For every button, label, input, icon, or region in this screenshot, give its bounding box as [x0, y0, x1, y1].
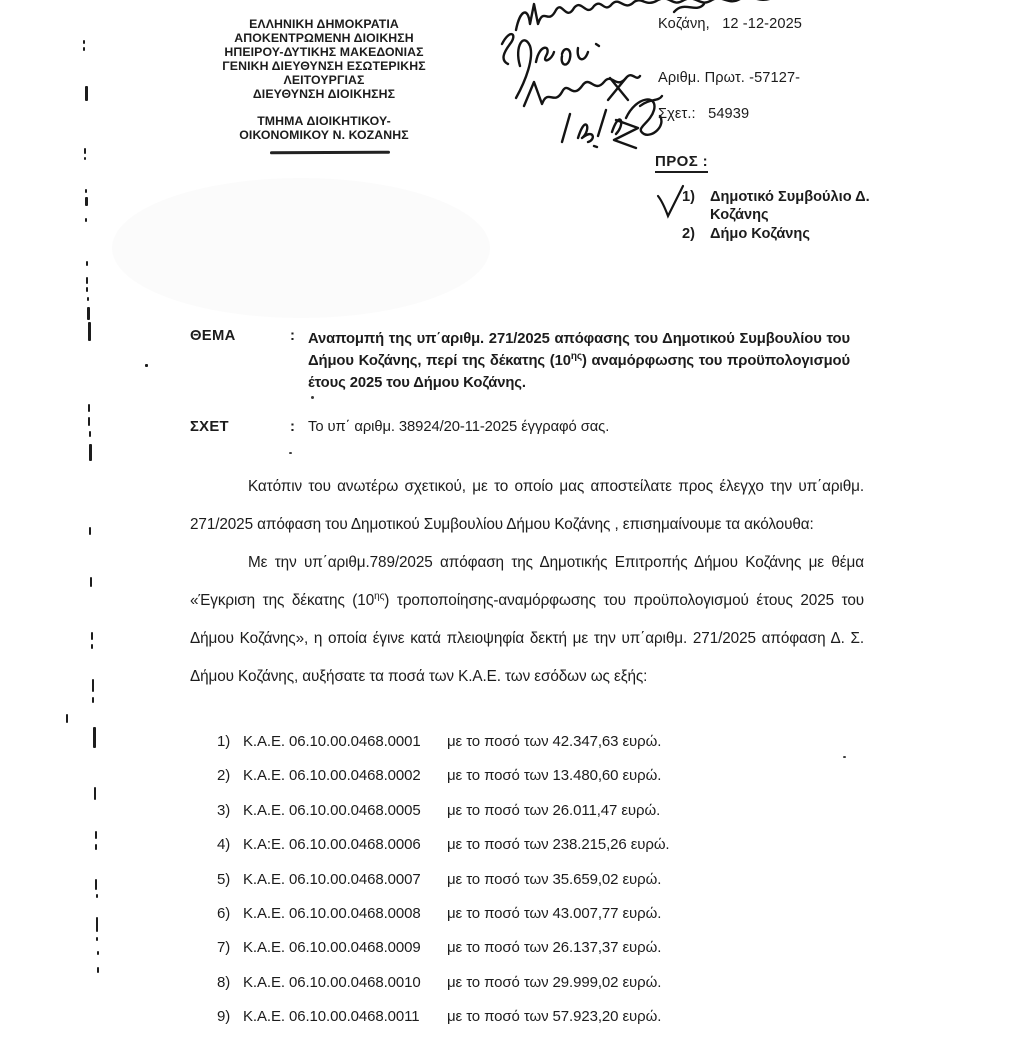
kae-row [217, 802, 857, 836]
handwriting-letters-stroke [536, 48, 554, 62]
protocol-line: Αριθμ. Πρωτ. -57127- [658, 70, 801, 86]
kae-number: 5) [217, 870, 231, 888]
subject-text-part2: ) αναμόρφωσης του προϋπολογισμού έτους 2025 του Δήμου Κοζάνης. [308, 353, 850, 391]
recipient-text: Δήμο Κοζάνης [710, 226, 810, 242]
kae-row [217, 905, 857, 939]
body-paragraph-part1: Με την υπ΄αριθμ.789/2025 απόφαση της Δημοτικής Επιτροπής Δήμου Κοζάνης με θέμα «Έγκριση της δέκατης (10 [190, 554, 864, 609]
kae-amount: με το ποσό των 57.923,20 ευρώ. [447, 1008, 662, 1026]
kae-number: 9) [217, 1008, 231, 1026]
kae-row [217, 974, 857, 1008]
subject-label: ΘΕΜΑ [190, 328, 236, 344]
kae-row [217, 871, 857, 905]
kae-code: Κ.Α:Ε. 06.10.00.0468.0006 [243, 836, 421, 854]
org-line: ΔΙΕΥΘΥΝΣΗ ΔΙΟΙΚΗΣΗΣ [252, 87, 396, 101]
handwriting-date-stroke [598, 110, 621, 136]
org-line: ΑΠΟΚΕΝΤΡΩΜΕΝΗ ΔΙΟΙΚΗΣΗ [234, 31, 414, 45]
reference-colon: : [290, 419, 295, 435]
subject-row [190, 328, 850, 394]
handwriting-top-stroke [674, 4, 704, 12]
kae-amount: με το ποσό των 26.137,37 ευρώ. [447, 939, 662, 957]
handwriting-dot-stroke [596, 44, 599, 46]
kae-number: 4) [217, 836, 231, 854]
kae-amount: με το ποσό των 26.011,47 ευρώ. [447, 801, 661, 819]
kae-number: 1) [217, 733, 231, 750]
handwriting-dot-stroke [594, 146, 597, 147]
kae-number: 7) [217, 939, 231, 957]
kae-number: 8) [217, 973, 231, 991]
dept-line: ΤΜΗΜΑ ΔΙΟΙΚΗΤΙΚΟΥ- [257, 114, 391, 128]
letterhead-divider [270, 151, 390, 155]
related-line: Σχετ.: 54939 [658, 106, 750, 122]
kae-amount: με το ποσό των 43.007,77 ευρώ. [447, 904, 662, 922]
kae-number: 2) [217, 767, 231, 785]
org-line: ΕΛΛΗΝΙΚΗ ΔΗΜΟΚΡΑΤΙΑ [249, 17, 399, 31]
handwriting-five-stroke [502, 34, 513, 64]
kae-number: 6) [217, 904, 231, 922]
org-line: ΗΠΕΙΡΟΥ-ΔΥΤΙΚΗΣ ΜΑΚΕΔΟΝΙΑΣ [224, 45, 424, 59]
dept-line: ΟΙΚΟΝΟΜΙΚΟΥ Ν. ΚΟΖΑΝΗΣ [239, 128, 409, 142]
kae-row [217, 767, 857, 801]
subject-superscript: ης [570, 351, 582, 363]
kae-list [217, 733, 857, 1043]
kae-amount: με το ποσό των 42.347,63 ευρώ. [447, 733, 662, 750]
date-line: Κοζάνη, 12 -12-2025 [658, 16, 803, 32]
kae-code: Κ.Α.Ε. 06.10.00.0468.0010 [243, 973, 421, 991]
kae-number: 3) [217, 801, 231, 819]
handwriting-date-stroke [562, 114, 593, 142]
handwriting-letters-stroke [578, 48, 588, 59]
reference-label: ΣΧΕΤ [190, 419, 229, 435]
kae-row [217, 1008, 857, 1042]
kae-code: Κ.Α.Ε. 06.10.00.0468.0001 [243, 733, 421, 750]
kae-amount: με το ποσό των 35.659,02 ευρώ. [447, 870, 662, 888]
recipient-text: Δημοτικό Συμβούλιο Δ. Κοζάνης [710, 189, 870, 223]
kae-row [217, 836, 857, 870]
body-superscript: ης [374, 590, 385, 602]
whiteout-blob [112, 178, 490, 318]
letter-body [190, 468, 864, 696]
kae-amount: με το ποσό των 13.480,60 ευρώ. [447, 767, 662, 785]
org-line: ΓΕΝΙΚΗ ΔΙΕΥΘΥΝΣΗ ΕΣΩΤΕΡΙΚΗΣ [222, 59, 426, 73]
subject-colon: : [290, 328, 295, 344]
body-paragraph-part2: ) τροποποίησης-αναμόρφωσης του προϋπολογισμού έτους 2025 του Δήμου Κοζάνης», η οποία έγινε κατά πλειοψηφία δεκτή με την υπ΄αριθμ. 271/2025 απόφαση Δ. Σ. Δήμου Κοζάνης, αυξήσατε τα ποσά των Κ.Α.Ε. των εσόδων ως εξής: [190, 592, 864, 685]
recipients-heading: ΠΡΟΣ : [655, 153, 708, 173]
subject-text-part1: Αναπομπή της υπ΄αριθμ. 271/2025 απόφασης του Δημοτικού Συμβουλίου του Δήμου Κοζάνης, περί της δέκατης (10 [308, 331, 850, 369]
body-paragraph [190, 544, 864, 696]
kae-code: Κ.Α.Ε. 06.10.00.0468.0007 [243, 870, 421, 888]
kae-code: Κ.Α.Ε. 06.10.00.0468.0002 [243, 767, 421, 785]
kae-amount: με το ποσό των 29.999,02 ευρώ. [447, 973, 662, 991]
kae-code: Κ.Α.Ε. 06.10.00.0468.0005 [243, 801, 421, 819]
handwriting-word-stroke [524, 75, 640, 106]
kae-code: Κ.Α.Ε. 06.10.00.0468.0011 [243, 1008, 420, 1026]
recipients-list [682, 189, 922, 246]
reference-text: Το υπ΄ αριθμ. 38924/20-11-2025 έγγραφό σας. [308, 419, 610, 435]
recipient-number: 2) [682, 226, 695, 242]
kae-code: Κ.Α.Ε. 06.10.00.0468.0008 [243, 904, 421, 922]
handwriting-paren-stroke [516, 40, 531, 98]
handwriting-letters-stroke [562, 49, 571, 65]
kae-row [217, 939, 857, 973]
reference-row [190, 419, 850, 435]
subject-text [308, 328, 850, 394]
recipient-item [682, 226, 922, 244]
recipient-item [682, 189, 922, 224]
kae-amount: με το ποσό των 238.215,26 ευρώ. [447, 836, 670, 854]
kae-code: Κ.Α.Ε. 06.10.00.0468.0009 [243, 939, 421, 957]
org-line: ΛΕΙΤΟΥΡΓΙΑΣ [283, 73, 365, 87]
body-paragraph: Κατόπιν του ανωτέρω σχετικού, με το οποίο μας αποστείλατε προς έλεγχο την υπ΄αριθμ. 271/2025 απόφαση του Δημοτικού Συμβουλίου Δήμου Κοζάνης , επισημαίνουμε τα ακόλουθα: [190, 478, 864, 533]
kae-row [217, 733, 857, 767]
recipient-number: 1) [682, 189, 695, 205]
